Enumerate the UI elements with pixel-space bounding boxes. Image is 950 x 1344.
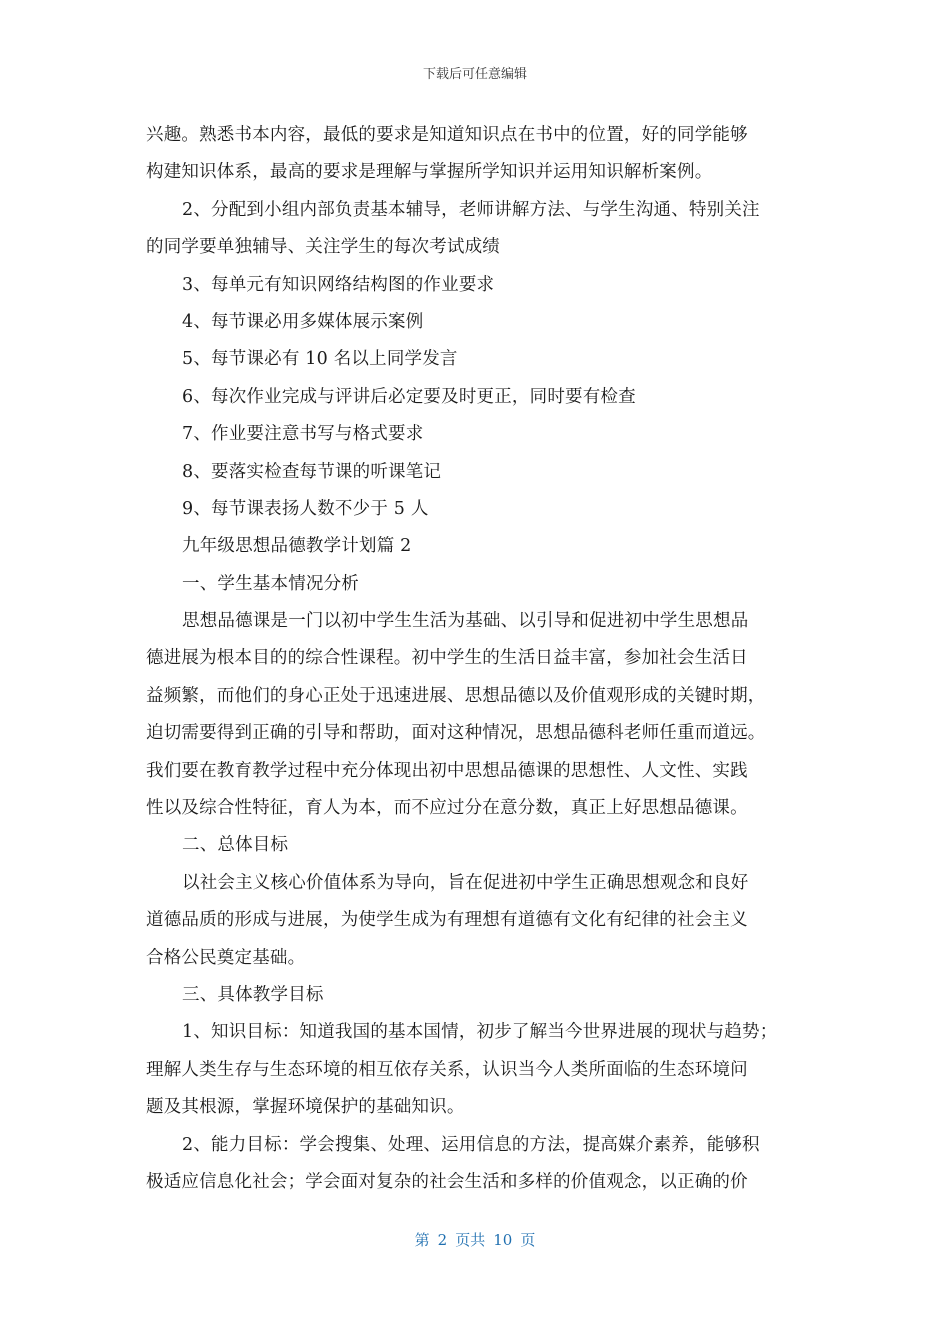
text-line: 一、学生基本情况分析 bbox=[182, 573, 359, 594]
text-line: 合格公民奠定基础。 bbox=[146, 947, 306, 968]
document-body bbox=[146, 117, 810, 1201]
text-line: 8、要落实检查每节课的听课笔记 bbox=[182, 461, 442, 482]
text-line: 题及其根源，掌握环境保护的基础知识。 bbox=[146, 1097, 465, 1118]
footer-total-pages: 10 bbox=[493, 1231, 513, 1249]
text-line: 三、具体教学目标 bbox=[182, 984, 324, 1005]
footer-middle: 页共 bbox=[455, 1231, 486, 1249]
text-line: 3、每单元有知识网络结构图的作业要求 bbox=[182, 274, 495, 295]
text-line: 兴趣。熟悉书本内容，最低的要求是知道知识点在书中的位置，好的同学能够 bbox=[146, 125, 748, 145]
footer-page-number: 2 bbox=[437, 1231, 448, 1249]
text-line: 思想品德课是一门以初中学生生活为基础、以引导和促进初中学生思想品 bbox=[182, 611, 749, 632]
text-line: 构建知识体系，最高的要求是理解与掌握所学知识并运用知识解析案例。 bbox=[146, 162, 713, 183]
text-line: 2、能力目标：学会搜集、处理、运用信息的方法，提高媒介素养，能够积 bbox=[182, 1134, 760, 1155]
text-line: 2、分配到小组内部负责基本辅导，老师讲解方法、与学生沟通、特别关注 bbox=[182, 199, 760, 220]
page-header: 下载后可任意编辑 bbox=[422, 67, 527, 82]
footer-suffix: 页 bbox=[520, 1231, 536, 1249]
text-line: 益频繁，而他们的身心正处于迅速进展、思想品德以及价值观形成的关键时期， bbox=[146, 685, 766, 706]
text-line: 的同学要单独辅导、关注学生的每次考试成绩 bbox=[146, 237, 500, 258]
text-line: 二、总体目标 bbox=[182, 835, 289, 856]
text-line: 理解人类生存与生态环境的相互依存关系，认识当今人类所面临的生态环境问 bbox=[146, 1059, 748, 1080]
text-line: 极适应信息化社会；学会面对复杂的社会生活和多样的价值观念，以正确的价 bbox=[146, 1171, 748, 1192]
text-line: 5、每节课必有 10 名以上同学发言 bbox=[182, 349, 458, 370]
text-line: 道德品质的形成与进展，为使学生成为有理想有道德有文化有纪律的社会主义 bbox=[146, 910, 748, 931]
text-line: 7、作业要注意书写与格式要求 bbox=[182, 424, 424, 445]
text-line: 1、知识目标：知道我国的基本国情，初步了解当今世界进展的现状与趋势； bbox=[182, 1022, 778, 1043]
footer-prefix: 第 bbox=[414, 1231, 430, 1249]
page-footer bbox=[0, 1230, 950, 1250]
text-line: 9、每节课表扬人数不少于 5 人 bbox=[182, 498, 429, 519]
text-line: 迫切需要得到正确的引导和帮助，面对这种情况，思想品德科老师任重而道远。 bbox=[146, 723, 766, 744]
text-line: 4、每节课必用多媒体展示案例 bbox=[182, 311, 424, 332]
text-line: 以社会主义核心价值体系为导向，旨在促进初中学生正确思想观念和良好 bbox=[182, 872, 749, 893]
text-line: 6、每次作业完成与评讲后必定要及时更正，同时要有检查 bbox=[182, 386, 636, 407]
text-line: 九年级思想品德教学计划篇 2 bbox=[182, 536, 412, 557]
text-line: 我们要在教育教学过程中充分体现出初中思想品德课的思想性、人文性、实践 bbox=[146, 760, 748, 781]
text-line: 德进展为根本目的的综合性课程。初中学生的生活日益丰富，参加社会生活日 bbox=[146, 648, 748, 669]
text-line: 性以及综合性特征，育人为本，而不应过分在意分数，真正上好思想品德课。 bbox=[146, 798, 748, 819]
